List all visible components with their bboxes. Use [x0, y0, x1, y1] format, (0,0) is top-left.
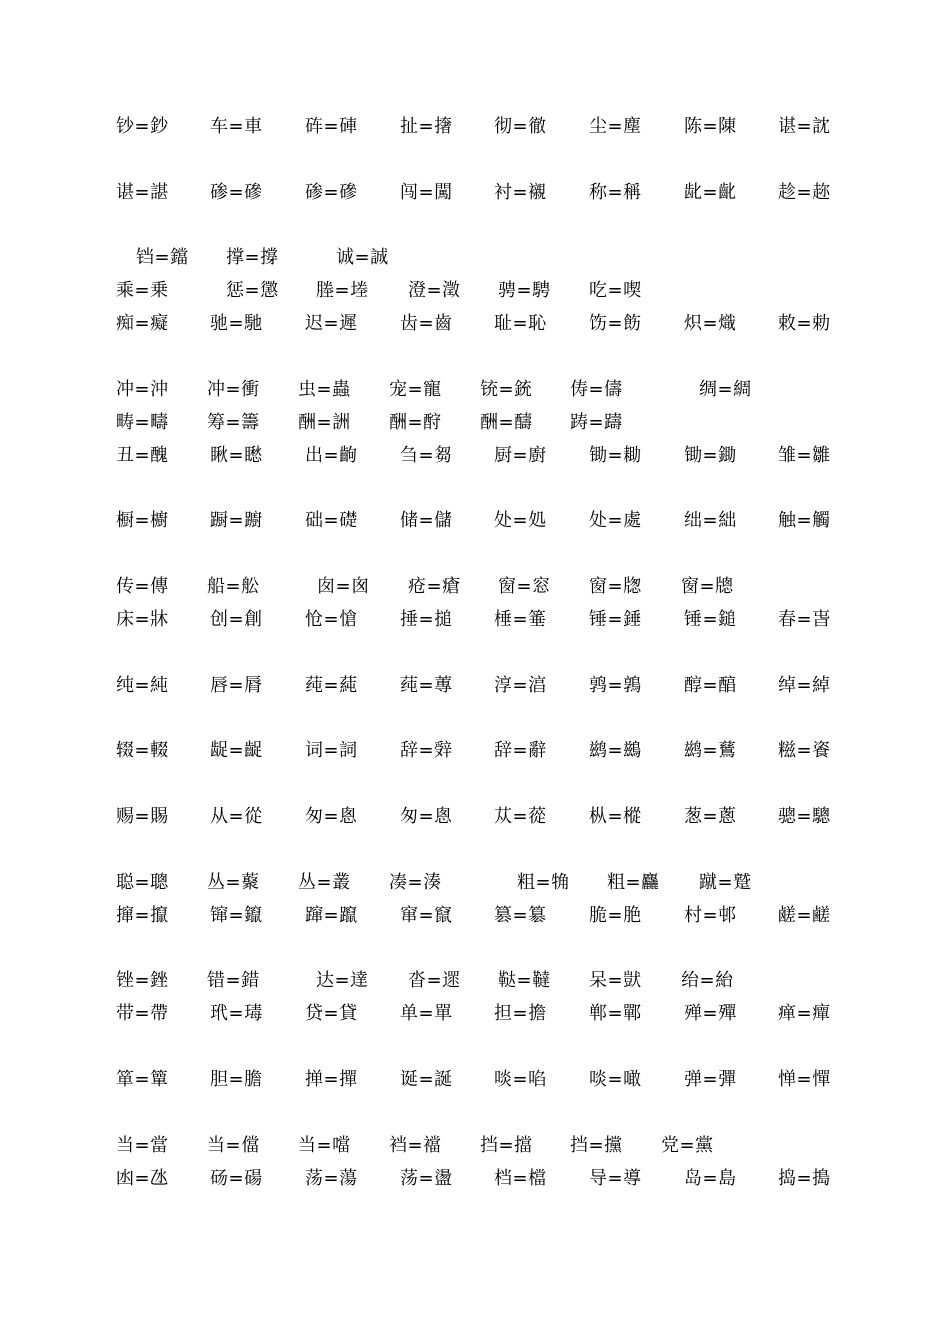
character-pair: 莼=蒓 [305, 675, 358, 696]
character-pair: 畴=疇 [116, 412, 169, 433]
character-pair: 错=錯 [207, 970, 260, 991]
character-pair: 碜=磣 [305, 182, 358, 203]
character-pair: 囱=囪 [317, 576, 370, 597]
character-pair: 村=邨 [684, 905, 737, 926]
character-pair: 俦=儔 [570, 379, 623, 400]
character-pair: 匆=悤 [305, 806, 358, 827]
character-pair: 唇=脣 [210, 675, 263, 696]
character-pair: 箪=簞 [116, 1069, 169, 1090]
character-pair: 酬=酧 [389, 412, 442, 433]
text-line [0, 178, 950, 208]
character-pair: 处=處 [589, 510, 642, 531]
character-pair: 荡=蕩 [305, 1168, 358, 1189]
character-pair: 岛=島 [684, 1168, 737, 1189]
character-pair: 橱=櫥 [116, 510, 169, 531]
character-pair: 谌=諶 [116, 182, 169, 203]
character-pair: 锄=耡 [589, 445, 642, 466]
text-line [0, 605, 950, 635]
character-pair: 砀=碭 [210, 1168, 263, 1189]
character-pair: 锄=鋤 [684, 445, 737, 466]
text-line [0, 408, 950, 438]
character-pair: 葱=蔥 [684, 806, 737, 827]
character-pair: 骢=驄 [778, 806, 831, 827]
character-pair: 蹰=躕 [210, 510, 263, 531]
character-pair: 粗=觕 [517, 872, 570, 893]
character-pair: 掸=撣 [305, 1069, 358, 1090]
character-pair: 扯=撦 [400, 116, 453, 137]
character-pair: 窜=竄 [400, 905, 453, 926]
character-pair: 铛=鐺 [136, 247, 189, 268]
character-pair: 蹿=躥 [305, 905, 358, 926]
character-pair: 虫=蟲 [298, 379, 351, 400]
character-pair: 辞=辭 [494, 740, 547, 761]
character-pair: 储=儲 [400, 510, 453, 531]
character-pair: 铳=銃 [480, 379, 533, 400]
character-pair: 闯=闖 [400, 182, 453, 203]
text-line [0, 966, 950, 996]
character-pair: 锉=銼 [116, 970, 169, 991]
character-pair: 枞=樅 [589, 806, 642, 827]
character-pair: 沓=遝 [408, 970, 461, 991]
character-pair: 鹚=鶿 [684, 740, 737, 761]
character-pair: 处=処 [494, 510, 547, 531]
character-pair: 窗=窓 [498, 576, 551, 597]
text-line [0, 112, 950, 142]
character-pair: 冲=沖 [116, 379, 169, 400]
character-pair: 出=齣 [305, 445, 358, 466]
character-pair: 玳=瑇 [210, 1003, 263, 1024]
character-pair: 怆=愴 [305, 609, 358, 630]
character-pair: 捣=搗 [778, 1168, 831, 1189]
character-pair: 趁=趂 [778, 182, 831, 203]
character-pair: 导=導 [589, 1168, 642, 1189]
text-line [0, 671, 950, 701]
character-pair: 裆=襠 [389, 1135, 442, 1156]
character-pair: 锤=鎚 [684, 609, 737, 630]
character-pair: 丛=藂 [207, 872, 260, 893]
character-pair: 吃=喫 [589, 280, 642, 301]
character-pair: 齿=齒 [400, 313, 453, 334]
character-pair: 钞=鈔 [116, 116, 169, 137]
text-line [0, 506, 950, 536]
character-pair: 诞=誕 [400, 1069, 453, 1090]
text-line [0, 243, 950, 273]
character-pair: 彻=徹 [494, 116, 547, 137]
text-line [0, 1065, 950, 1095]
character-pair: 糍=餈 [778, 740, 831, 761]
character-pair: 绰=綽 [778, 675, 831, 696]
character-pair: 床=牀 [116, 609, 169, 630]
character-pair: 淳=湻 [494, 675, 547, 696]
character-pair: 苁=蓯 [494, 806, 547, 827]
character-pair: 辞=辤 [400, 740, 453, 761]
character-pair: 篡=簒 [494, 905, 547, 926]
character-pair: 词=詞 [305, 740, 358, 761]
character-pair: 刍=芻 [400, 445, 453, 466]
character-pair: 乘=乗 [116, 280, 169, 301]
character-pair: 当=儅 [207, 1135, 260, 1156]
character-pair: 驰=馳 [210, 313, 263, 334]
character-pair: 粗=麤 [607, 872, 660, 893]
character-pair: 车=車 [210, 116, 263, 137]
character-pair: 诚=誠 [336, 247, 389, 268]
character-pair: 衬=襯 [494, 182, 547, 203]
character-pair: 鹑=鶉 [589, 675, 642, 696]
character-pair: 陈=陳 [684, 116, 737, 137]
character-pair: 从=從 [210, 806, 263, 827]
character-pair: 瘅=癉 [778, 1003, 831, 1024]
character-pair: 绌=絀 [684, 510, 737, 531]
text-line [0, 375, 950, 405]
character-pair: 辍=輟 [116, 740, 169, 761]
character-pair: 尘=塵 [589, 116, 642, 137]
character-pair: 聪=聰 [116, 872, 169, 893]
character-pair: 凼=氹 [116, 1168, 169, 1189]
character-pair: 当=噹 [298, 1135, 351, 1156]
character-pair: 啖=噉 [589, 1069, 642, 1090]
character-pair: 撺=攛 [116, 905, 169, 926]
character-pair: 贷=貸 [305, 1003, 358, 1024]
character-pair: 骋=騁 [498, 280, 551, 301]
character-pair: 饬=飭 [589, 313, 642, 334]
character-pair: 础=礎 [305, 510, 358, 531]
text-line [0, 441, 950, 471]
character-pair: 殚=殫 [684, 1003, 737, 1024]
text-line [0, 1131, 950, 1161]
character-pair: 撑=撐 [226, 247, 279, 268]
character-pair: 碜=磣 [210, 182, 263, 203]
character-pair: 弹=彈 [684, 1069, 737, 1090]
character-pair: 筹=籌 [207, 412, 260, 433]
character-pair: 醇=醕 [684, 675, 737, 696]
character-pair: 窗=牎 [589, 576, 642, 597]
character-pair: 莼=蓴 [400, 675, 453, 696]
text-line [0, 999, 950, 1029]
character-pair: 档=檔 [494, 1168, 547, 1189]
text-line [0, 276, 950, 306]
character-pair: 担=擔 [494, 1003, 547, 1024]
character-pair: 澄=澂 [408, 280, 461, 301]
character-pair: 丑=醜 [116, 445, 169, 466]
character-pair: 鹚=鷀 [589, 740, 642, 761]
character-pair: 丛=叢 [298, 872, 351, 893]
text-line [0, 1164, 950, 1194]
character-pair: 蹴=蹵 [699, 872, 752, 893]
character-pair: 绐=紿 [681, 970, 734, 991]
character-pair: 宠=寵 [389, 379, 442, 400]
character-pair: 龊=齪 [210, 740, 263, 761]
text-line [0, 868, 950, 898]
character-pair: 敕=勅 [778, 313, 831, 334]
character-pair: 呆=獃 [589, 970, 642, 991]
character-pair: 脆=脃 [589, 905, 642, 926]
character-pair: 纯=純 [116, 675, 169, 696]
character-pair: 炽=熾 [684, 313, 737, 334]
character-pair: 鞑=韃 [498, 970, 551, 991]
character-pair: 锤=錘 [589, 609, 642, 630]
character-pair: 镩=鑹 [210, 905, 263, 926]
character-pair: 当=當 [116, 1135, 169, 1156]
character-pair: 郸=鄲 [589, 1003, 642, 1024]
character-pair: 春=旾 [778, 609, 831, 630]
character-pair: 胆=膽 [210, 1069, 263, 1090]
character-pair: 传=傳 [116, 576, 169, 597]
character-pair: 谌=訦 [778, 116, 831, 137]
character-pair: 赐=賜 [116, 806, 169, 827]
character-pair: 触=觸 [778, 510, 831, 531]
character-pair: 雏=雛 [778, 445, 831, 466]
character-pair: 迟=遲 [305, 313, 358, 334]
character-pair: 龀=齔 [684, 182, 737, 203]
character-pair: 带=帶 [116, 1003, 169, 1024]
character-pair: 匆=悤 [400, 806, 453, 827]
character-pair: 瞅=矁 [210, 445, 263, 466]
character-pair: 达=達 [316, 970, 369, 991]
character-pair: 酬=醻 [480, 412, 533, 433]
character-pair: 惮=憚 [778, 1069, 831, 1090]
character-pair: 厨=廚 [494, 445, 547, 466]
character-pair: 创=創 [210, 609, 263, 630]
character-pair: 酬=詶 [298, 412, 351, 433]
character-pair: 单=單 [400, 1003, 453, 1024]
text-line [0, 802, 950, 832]
character-pair: 党=黨 [661, 1135, 714, 1156]
character-pair: 棰=箠 [494, 609, 547, 630]
character-pair: 船=舩 [207, 576, 260, 597]
character-pair: 砗=硨 [305, 116, 358, 137]
character-pair: 挡=擋 [480, 1135, 533, 1156]
character-pair: 踌=躊 [570, 412, 623, 433]
character-pair: 惩=懲 [226, 280, 279, 301]
text-line [0, 736, 950, 766]
character-pair: 啖=啗 [494, 1069, 547, 1090]
character-pair: 痴=癡 [116, 313, 169, 334]
character-pair: 凑=湊 [389, 872, 442, 893]
character-pair: 塍=堘 [316, 280, 369, 301]
character-pair: 挡=攩 [570, 1135, 623, 1156]
text-line [0, 572, 950, 602]
character-pair: 称=稱 [589, 182, 642, 203]
character-pair: 耻=恥 [494, 313, 547, 334]
text-line [0, 309, 950, 339]
character-pair: 冲=衝 [207, 379, 260, 400]
character-pair: 鹾=鹺 [778, 905, 831, 926]
character-pair: 捶=搥 [400, 609, 453, 630]
character-pair: 疮=瘡 [408, 576, 461, 597]
character-pair: 窗=牕 [681, 576, 734, 597]
character-pair: 荡=盪 [400, 1168, 453, 1189]
text-line [0, 901, 950, 931]
character-pair: 绸=綢 [699, 379, 752, 400]
